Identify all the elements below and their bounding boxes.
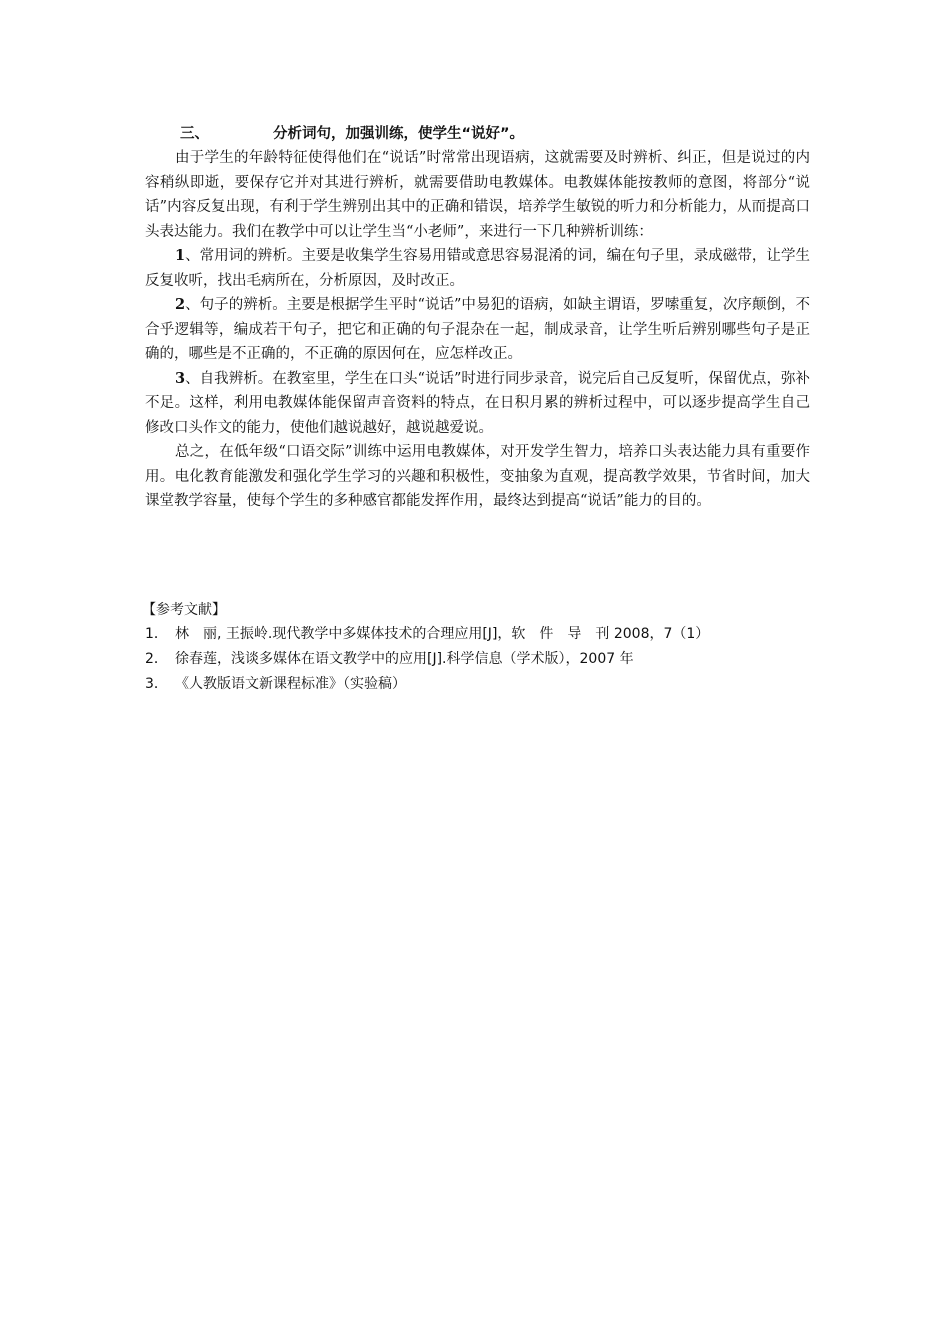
- reference-number: 2．: [145, 651, 168, 667]
- section-title: 分析词句，加强训练，使学生“说好”。: [273, 126, 525, 142]
- item-3-number: 3: [175, 369, 186, 387]
- reference-number: 3．: [145, 676, 168, 692]
- reference-item: [145, 647, 845, 672]
- references-title: 【参考文献】: [142, 602, 226, 618]
- reference-item: [145, 622, 845, 647]
- item-1-paragraph: [145, 244, 810, 293]
- item-1-number: 1: [175, 247, 186, 264]
- reference-text: 林 丽, 王振岭.现代教学中多媒体技术的合理应用[J]，软 件 导 刊 2008，7（1）: [175, 626, 710, 642]
- reference-number: 1．: [145, 626, 168, 642]
- item-2-paragraph: [145, 293, 810, 367]
- reference-item: [145, 672, 845, 697]
- intro-paragraph: 由于学生的年龄特征使得他们在“说话”时常常出现语病，这就需要及时辨析、纠正，但是说过的内容稍纵即逝，要保存它并对其进行辨析，就需要借助电教媒体。电教媒体能按教师的意图，将部分“说话”内容反复出现，有利于学生辨别出其中的正确和错误，培养学生敏锐的听力和分析能力，从而提高口头表达能力。我们在教学中可以让学生当“小老师”，来进行一下几种辨析训练：: [145, 150, 810, 240]
- section-heading: [145, 122, 810, 146]
- item-2-text: 、句子的辨析。主要是根据学生平时“说话”中易犯的语病，如缺主谓语，罗嗦重复，次序颠倒，不合乎逻辑等，编成若干句子，把它和正确的句子混杂在一起，制成录音，让学生听后辨别哪些句子是正确的，哪些是不正确的，不正确的原因何在，应怎样改正。: [145, 297, 810, 362]
- section-number: 三、: [180, 126, 209, 142]
- item-3-text: 、自我辨析。在教室里，学生在口头“说话”时进行同步录音，说完后自己反复听，保留优点，弥补不足。这样，利用电教媒体能保留声音资料的特点，在日积月累的辨析过程中，可以逐步提高学生自己修改口头作文的能力，使他们越说越好，越说越爱说。: [145, 370, 810, 436]
- item-1-text: 、常用词的辨析。主要是收集学生容易用错或意思容易混淆的词，编在句子里，录成磁带，让学生反复收听，找出毛病所在，分析原因，及时改正。: [145, 248, 810, 289]
- item-2-number: 2: [175, 296, 186, 313]
- summary-paragraph: 总之，在低年级“口语交际”训练中运用电教媒体，对开发学生智力，培养口头表达能力具有重要作用。电化教育能激发和强化学生学习的兴趣和积极性，变抽象为直观，提高教学效果，节省时间，加大课堂教学容量，使每个学生的多种感官都能发挥作用，最终达到提高“说话”能力的目的。: [145, 444, 810, 509]
- reference-text: 《人教版语文新课程标准》（实验稿）: [175, 676, 406, 692]
- item-3-paragraph: [145, 367, 810, 441]
- article-body: [145, 122, 810, 514]
- reference-text: 徐春莲，浅谈多媒体在语文教学中的应用[J].科学信息（学术版），2007 年: [175, 651, 634, 667]
- references-section: [142, 598, 845, 697]
